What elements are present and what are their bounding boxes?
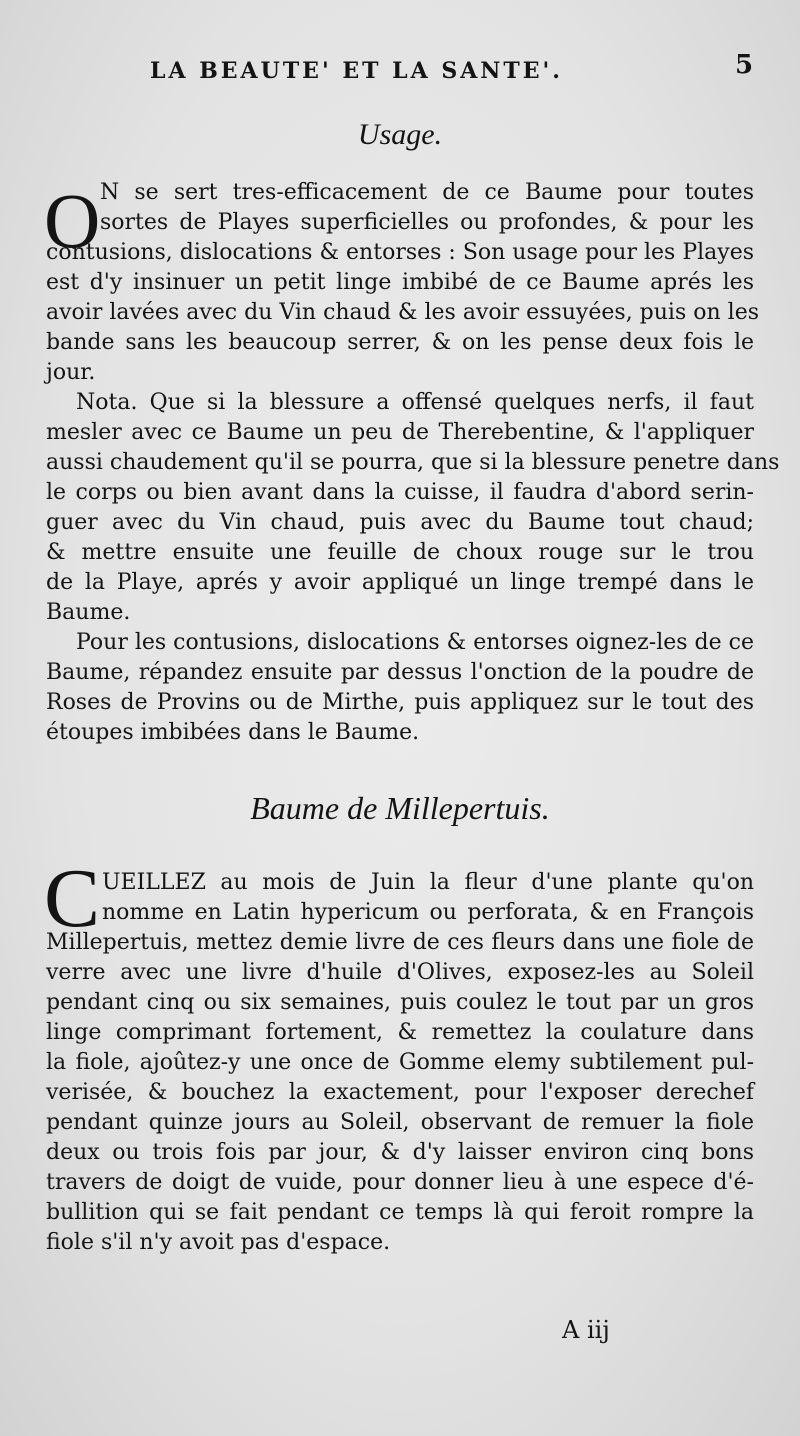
section-heading-usage: Usage. <box>357 118 443 151</box>
text-line: jour. <box>46 360 96 385</box>
page-number: 5 <box>735 50 754 80</box>
text-line: aussi chaudement qu'il se pourra, que si la blessure penetre dans <box>46 450 780 475</box>
drop-cap-c: C <box>44 852 101 945</box>
text-line: verre avec une livre d'huile d'Olives, exposez-les au Soleil <box>46 960 754 985</box>
text-line: Pour les contusions, dislocations & entorses oignez-les de ce <box>76 630 754 655</box>
text-line: guer avec du Vin chaud, puis avec du Baume tout chaud; <box>46 510 754 535</box>
text-line: fiole s'il n'y avoit pas d'espace. <box>46 1230 391 1255</box>
text-line: mesler avec ce Baume un peu de Therebentine, & l'appliquer <box>46 420 754 445</box>
text-line: de la Playe, aprés y avoir appliqué un linge trempé dans le <box>46 570 754 595</box>
text-line: étoupes imbibées dans le Baume. <box>46 720 420 745</box>
text-line: Nota. Que si la blessure a offensé quelques nerfs, il faut <box>76 390 754 415</box>
signature-mark: A iij <box>562 1316 610 1344</box>
text-line: pendant quinze jours au Soleil, observant de remuer la fiole <box>46 1110 754 1135</box>
text-line: linge comprimant fortement, & remettez la coulature dans <box>46 1020 754 1045</box>
text-line: bande sans les beaucoup serrer, & on les pense deux fois le <box>46 330 754 355</box>
text-line: la fiole, ajoûtez-y une once de Gomme elemy subtilement pul- <box>46 1050 754 1075</box>
text-line: contusions, dislocations & entorses : Son usage pour les Playes <box>46 240 755 265</box>
text-line: est d'y insinuer un petit linge imbibé de ce Baume aprés les <box>46 270 754 295</box>
text-line: UEILLEZ au mois de Juin la fleur d'une plante qu'on <box>102 870 754 895</box>
text-line: avoir lavées avec du Vin chaud & les avoir essuyées, puis on les <box>46 300 760 325</box>
text-line: Baume, répandez ensuite par dessus l'onction de la poudre de <box>46 660 754 685</box>
text-line: deux ou trois fois par jour, & d'y laisser environ cinq bons <box>46 1140 754 1165</box>
text-line: Baume. <box>46 600 131 625</box>
text-line: sortes de Playes superficielles ou profondes, & pour les <box>100 210 754 235</box>
text-line: nomme en Latin hypericum ou perforata, & en François <box>102 900 754 925</box>
drop-cap-o: O <box>44 177 101 264</box>
text-line: Roses de Provins ou de Mirthe, puis appliquez sur le tout des <box>46 690 754 715</box>
section-heading-millepertuis: Baume de Millepertuis. <box>250 790 550 826</box>
text-line: le corps ou bien avant dans la cuisse, il faudra d'abord serin- <box>46 480 754 505</box>
text-line: Millepertuis, mettez demie livre de ces fleurs dans une fiole de <box>46 930 754 955</box>
text-line: pendant cinq ou six semaines, puis coulez le tout par un gros <box>46 990 754 1015</box>
text-line: verisée, & bouchez la exactement, pour l'exposer derechef <box>46 1080 754 1105</box>
text-line: travers de doigt de vuide, pour donner lieu à une espece d'é- <box>46 1170 754 1195</box>
running-title: LA BEAUTE' ET LA SANTE'. <box>150 58 563 84</box>
text-line: & mettre ensuite une feuille de choux rouge sur le trou <box>46 540 754 565</box>
text-line: bullition qui se fait pendant ce temps là qui feroit rompre la <box>46 1200 754 1225</box>
text-line: N se sert tres-efficacement de ce Baume pour toutes <box>100 180 754 205</box>
